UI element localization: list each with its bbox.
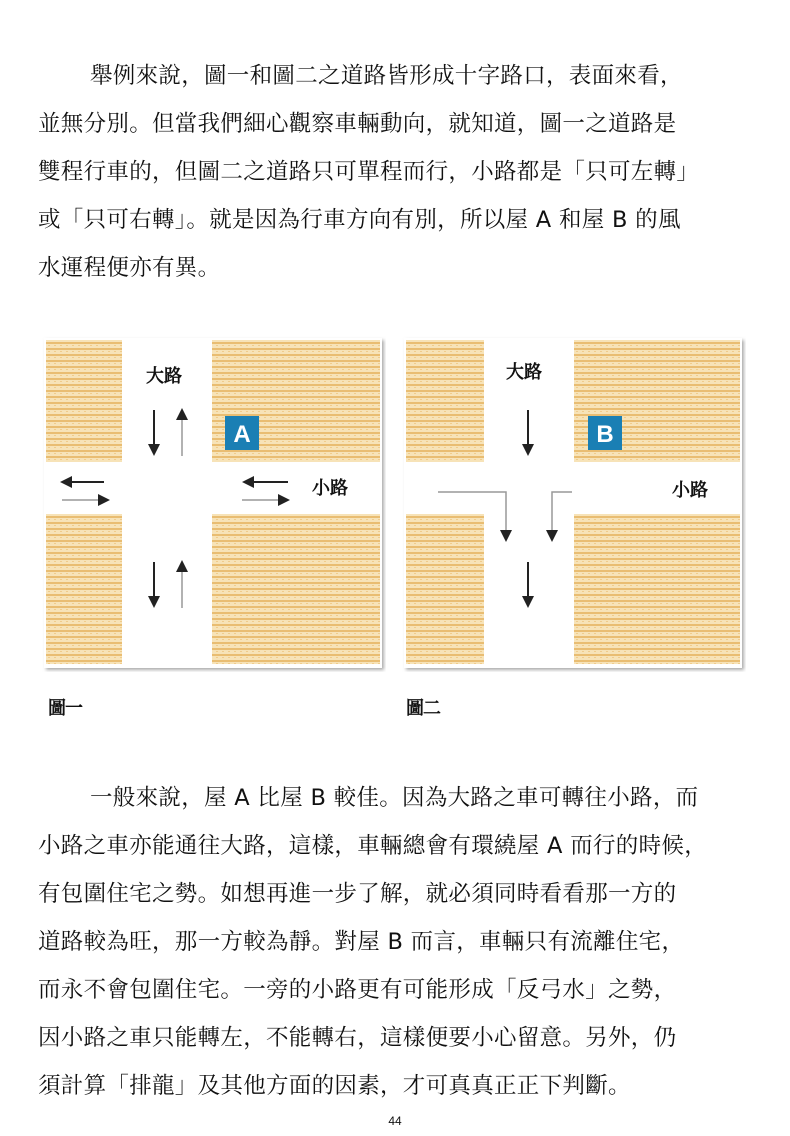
page-number: 44 [388, 1114, 402, 1128]
text-line: 小路之車亦能通往大路，這樣，車輛總會有環繞屋 A 而行的時候， [38, 833, 707, 859]
paragraph-analysis [38, 774, 768, 1110]
text-line: 一般來說，屋 A 比屋 B 較佳。因為大路之車可轉往小路，而 [90, 785, 699, 811]
main-road-label: 大路 [146, 366, 182, 387]
side-road-label: 小路 [672, 480, 708, 501]
text-line: 水運程便亦有異。 [38, 255, 221, 281]
house-a-badge [225, 416, 259, 450]
figure-2-caption: 圖二 [406, 698, 440, 719]
text-line: 或「只可右轉」。就是因為行車方向有別，所以屋 A 和屋 B 的風 [38, 207, 681, 233]
figure-one-way-crossroad [402, 336, 746, 672]
paragraph-intro [38, 52, 768, 292]
house-b-badge [588, 416, 622, 450]
side-road-label: 小路 [312, 478, 348, 499]
city-block [406, 514, 484, 664]
figure-two-way-crossroad [42, 336, 386, 672]
city-block [574, 514, 740, 664]
text-line: 而永不會包圍住宅。一旁的小路更有可能形成「反弓水」之勢， [38, 977, 677, 1003]
text-line: 道路較為旺，那一方較為靜。對屋 B 而言，車輛只有流離住宅， [38, 929, 685, 955]
city-block [406, 340, 484, 462]
text-line: 因小路之車只能轉左，不能轉右，這樣便要小心留意。另外，仍 [38, 1025, 677, 1051]
city-block [46, 514, 122, 664]
text-line: 並無分別。但當我們細心觀察車輛動向，就知道，圖一之道路是 [38, 111, 677, 137]
svg-text:A: A [233, 421, 251, 448]
city-block [46, 340, 122, 462]
text-line: 雙程行車的，但圖二之道路只可單程而行，小路都是「只可左轉」 [38, 159, 700, 185]
svg-text:B: B [596, 421, 614, 448]
text-line: 舉例來說，圖一和圖二之道路皆形成十字路口，表面來看， [90, 63, 683, 89]
text-line: 須計算「排龍」及其他方面的因素，才可真真正正下判斷。 [38, 1073, 631, 1099]
text-line: 有包圍住宅之勢。如想再進一步了解，就必須同時看看那一方的 [38, 881, 677, 907]
main-road-label: 大路 [506, 362, 542, 383]
figure-1-caption: 圖一 [48, 698, 82, 719]
city-block [212, 514, 380, 664]
